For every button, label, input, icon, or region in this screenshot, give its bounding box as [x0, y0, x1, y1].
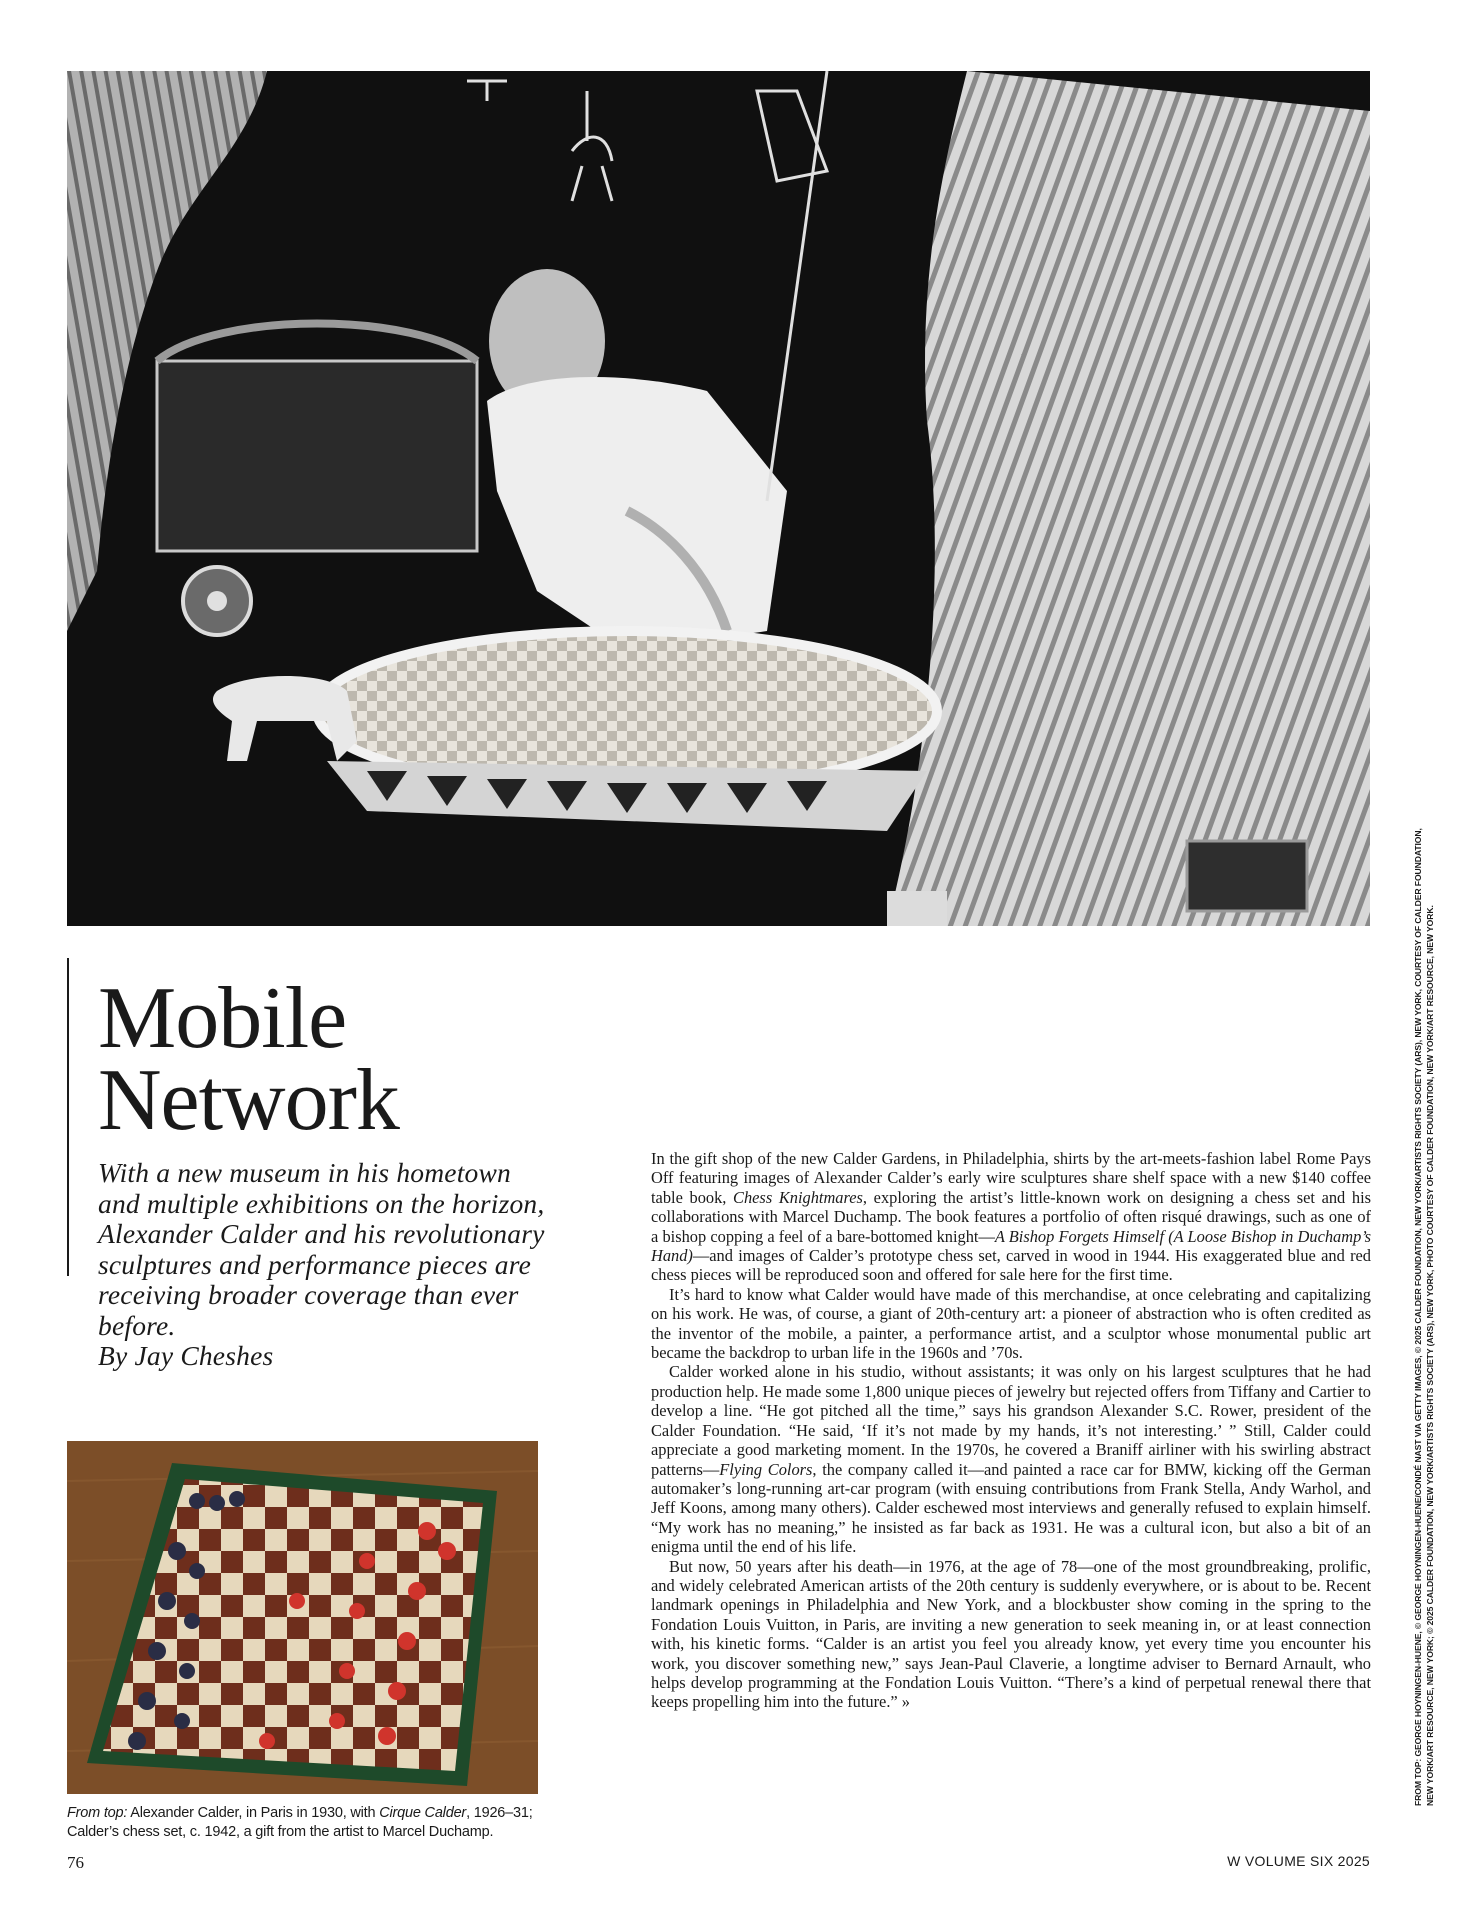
body-paragraph-1: [651, 1149, 1371, 1285]
chess-set-illustration: [67, 1441, 538, 1794]
chess-set-photo: [67, 1441, 538, 1794]
p1-work-title: A Bishop Forgets Himself (A Loose Bishop in Duchamp’s Hand): [651, 1226, 1371, 1266]
caption-text: Alexander Calder, in Paris in 1930, with: [127, 1805, 380, 1821]
hero-photo: [67, 71, 1370, 926]
hero-photo-illustration: [67, 71, 1370, 926]
caption-text-2: , 1926–31; Calder’s chess set, c. 1942, a gift from the artist to Marcel Duchamp.: [67, 1805, 533, 1840]
body-paragraph-2: It’s hard to know what Calder would have made of this merchandise, at once celebrating and capitalizing on his work. He was, of course, a giant of 20th-century art: a pioneer of abstraction who is often credited as the inventor of the mobile, a painter, a performance artist, and a sculptor whose monumental public art became the backdrop to urban life in the 1960s and ’70s.: [651, 1284, 1371, 1363]
p1-book-title: Chess Knightmares: [733, 1187, 863, 1207]
article-title: [98, 970, 558, 1149]
article-body: [651, 1149, 1371, 1712]
body-paragraph-4: But now, 50 years after his death—in 1976, at the age of 78—one of the most groundbreaking, prolific, and widely celebrated American artists of the 20th century is suddenly everywhere, or is about to be. Recent landmark openings in Philadelphia and New York, and a blockbuster show coming in the spring to the Fondation Louis Vuitton, in Paris, are inviting a new generation to seek meaning in, or at least connection with, his kinetic forms. “Calder is an artist you feel you already know, yet every time you encounter his work, you discover something new,” says Jean-Paul Claverie, a longtime adviser to Bernard Arnault, who helps develop programming at the Fondation Louis Vuitton. “There’s a kind of perpetual renewal there that keeps propelling him into the future.” »: [651, 1556, 1371, 1712]
credit-line-1: FROM TOP: GEORGE HOYNINGEN-HUENE, © GEORGE HOYNINGEN-HUENE/CONDÉ NAST VIA GETTY IMAGES, © 2025 CALDER FOUNDATION, NEW YORK/ARTISTS RIGHTS SOCIETY (ARS), NEW YORK, COURTESY OF CALDER FOUNDATION,: [1413, 828, 1423, 1806]
p1-text-a: In the gift shop of the new Calder Gardens, in Philadelphia, shirts by the art-meets-fashion label Rome Pays Off featuring images of Alexander Calder’s early wire sculptures share shelf space with a new $140 coffee table book,: [651, 1149, 1371, 1207]
body-paragraph-3: [651, 1362, 1371, 1556]
article-title-line-1: Mobile: [98, 970, 347, 1067]
photo-caption: [67, 1804, 547, 1842]
p1-text-c: —and images of Calder’s prototype chess set, carved in wood in 1944. His exaggerated blue and red chess pieces will be reproduced soon and offered for sale here for the first time.: [651, 1246, 1371, 1285]
article-title-line-2: Network: [98, 1052, 399, 1149]
p1-text-b: , exploring the artist’s little-known work on designing a chess set and his collaborations with Marcel Duchamp. The book features a portfolio of often risqué drawings, such as one of a bishop copping a feel of a bare-bottomed knight—: [651, 1187, 1372, 1246]
dek-text: With a new museum in his hometown and multiple exhibitions on the horizon, Alexander Calder and his revolutionary sculptures and performance pieces are receiving broader coverage than ever before.: [98, 1157, 545, 1341]
magazine-folio: W VOLUME SIX 2025: [1227, 1853, 1370, 1869]
byline: By Jay Cheshes: [98, 1340, 274, 1371]
title-rule: [67, 958, 69, 1276]
p3-text-a: Calder worked alone in his studio, without assistants; it was only on his largest sculptures that he had production help. He made some 1,800 unique pieces of jewelry but rejected offers from Tiffany and Cartier to develop a line. “He got pitched all the time,” says his grandson Alexander S.C. Rower, president of the Calder Foundation. “He said, ‘If it’s not made by my hands, it’s not interesting.’ ” Still, Calder could appreciate a good marketing moment. In the 1970s, he covered a Braniff airliner with his swirling abstract patterns—: [651, 1362, 1371, 1479]
credit-line-2: NEW YORK/ART RESOURCE, NEW YORK; © 2025 CALDER FOUNDATION, NEW YORK/ARTISTS RIGHTS SOCIETY (ARS), NEW YORK, PHOTO COURTESY OF CALDER FOUNDATION, NEW YORK/ART RESOURCE, NEW YORK.: [1425, 905, 1435, 1806]
page-number: 76: [67, 1853, 84, 1872]
p3-work-title: Flying Colors: [719, 1459, 813, 1479]
caption-lead: From top:: [67, 1805, 128, 1821]
caption-work-title: Cirque Calder: [379, 1805, 467, 1821]
photo-credit: [1412, 806, 1436, 1806]
p3-text-b: , the company called it—and painted a race car for BMW, kicking off the German automaker’s long-running art-car program (with ensuing contributions from Frank Stella, Andy Warhol, and Jeff Koons, among many others). Calder eschewed most interviews and generally refused to explain himself. “My work has no meaning,” he insisted as far back as 1931. He was a cultural icon, but also a bit of an enigma until the end of his life.: [651, 1459, 1371, 1557]
article-dek: [98, 1158, 558, 1372]
